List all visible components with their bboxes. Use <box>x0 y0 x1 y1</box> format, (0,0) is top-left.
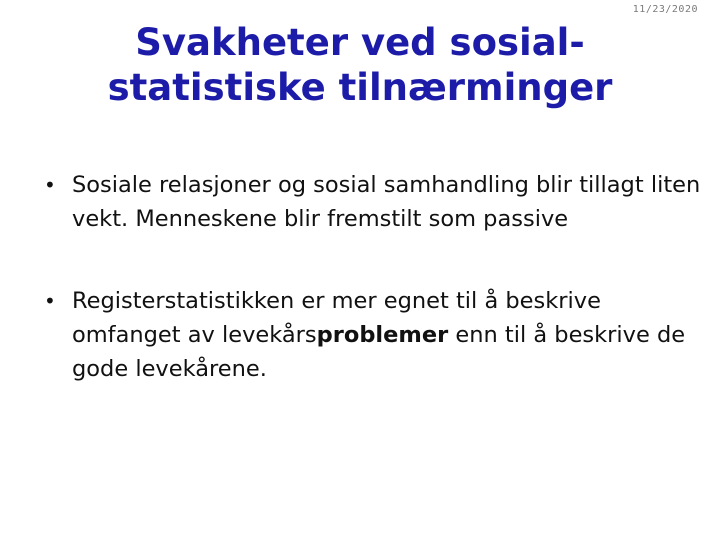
bullet-icon: • <box>44 289 56 313</box>
bullet-text-end: enn til å beskrive de gode levekårene. <box>72 322 686 382</box>
bullet-icon: • <box>44 173 56 197</box>
slide-title-line-2: statistiske tilnærminger <box>107 66 613 109</box>
bullet-text: Sosiale relasjoner og sosial samhandling blir tillagt liten vekt. Menneskene blir fremstilt som passive <box>72 172 701 232</box>
slide-date: 11/23/2020 <box>632 4 698 15</box>
slide-title-line-1: Svakheter ved sosial- <box>135 21 585 64</box>
bullet-text-emphasis: problemer <box>316 322 449 348</box>
bullet-item-2 <box>44 284 704 386</box>
bullet-item-1 <box>44 168 704 236</box>
bullet-list <box>44 168 704 386</box>
bullet-text-start: Registerstatistikken er mer egnet til å beskrive omfanget av levekårs <box>72 288 601 348</box>
slide-title <box>40 20 680 110</box>
